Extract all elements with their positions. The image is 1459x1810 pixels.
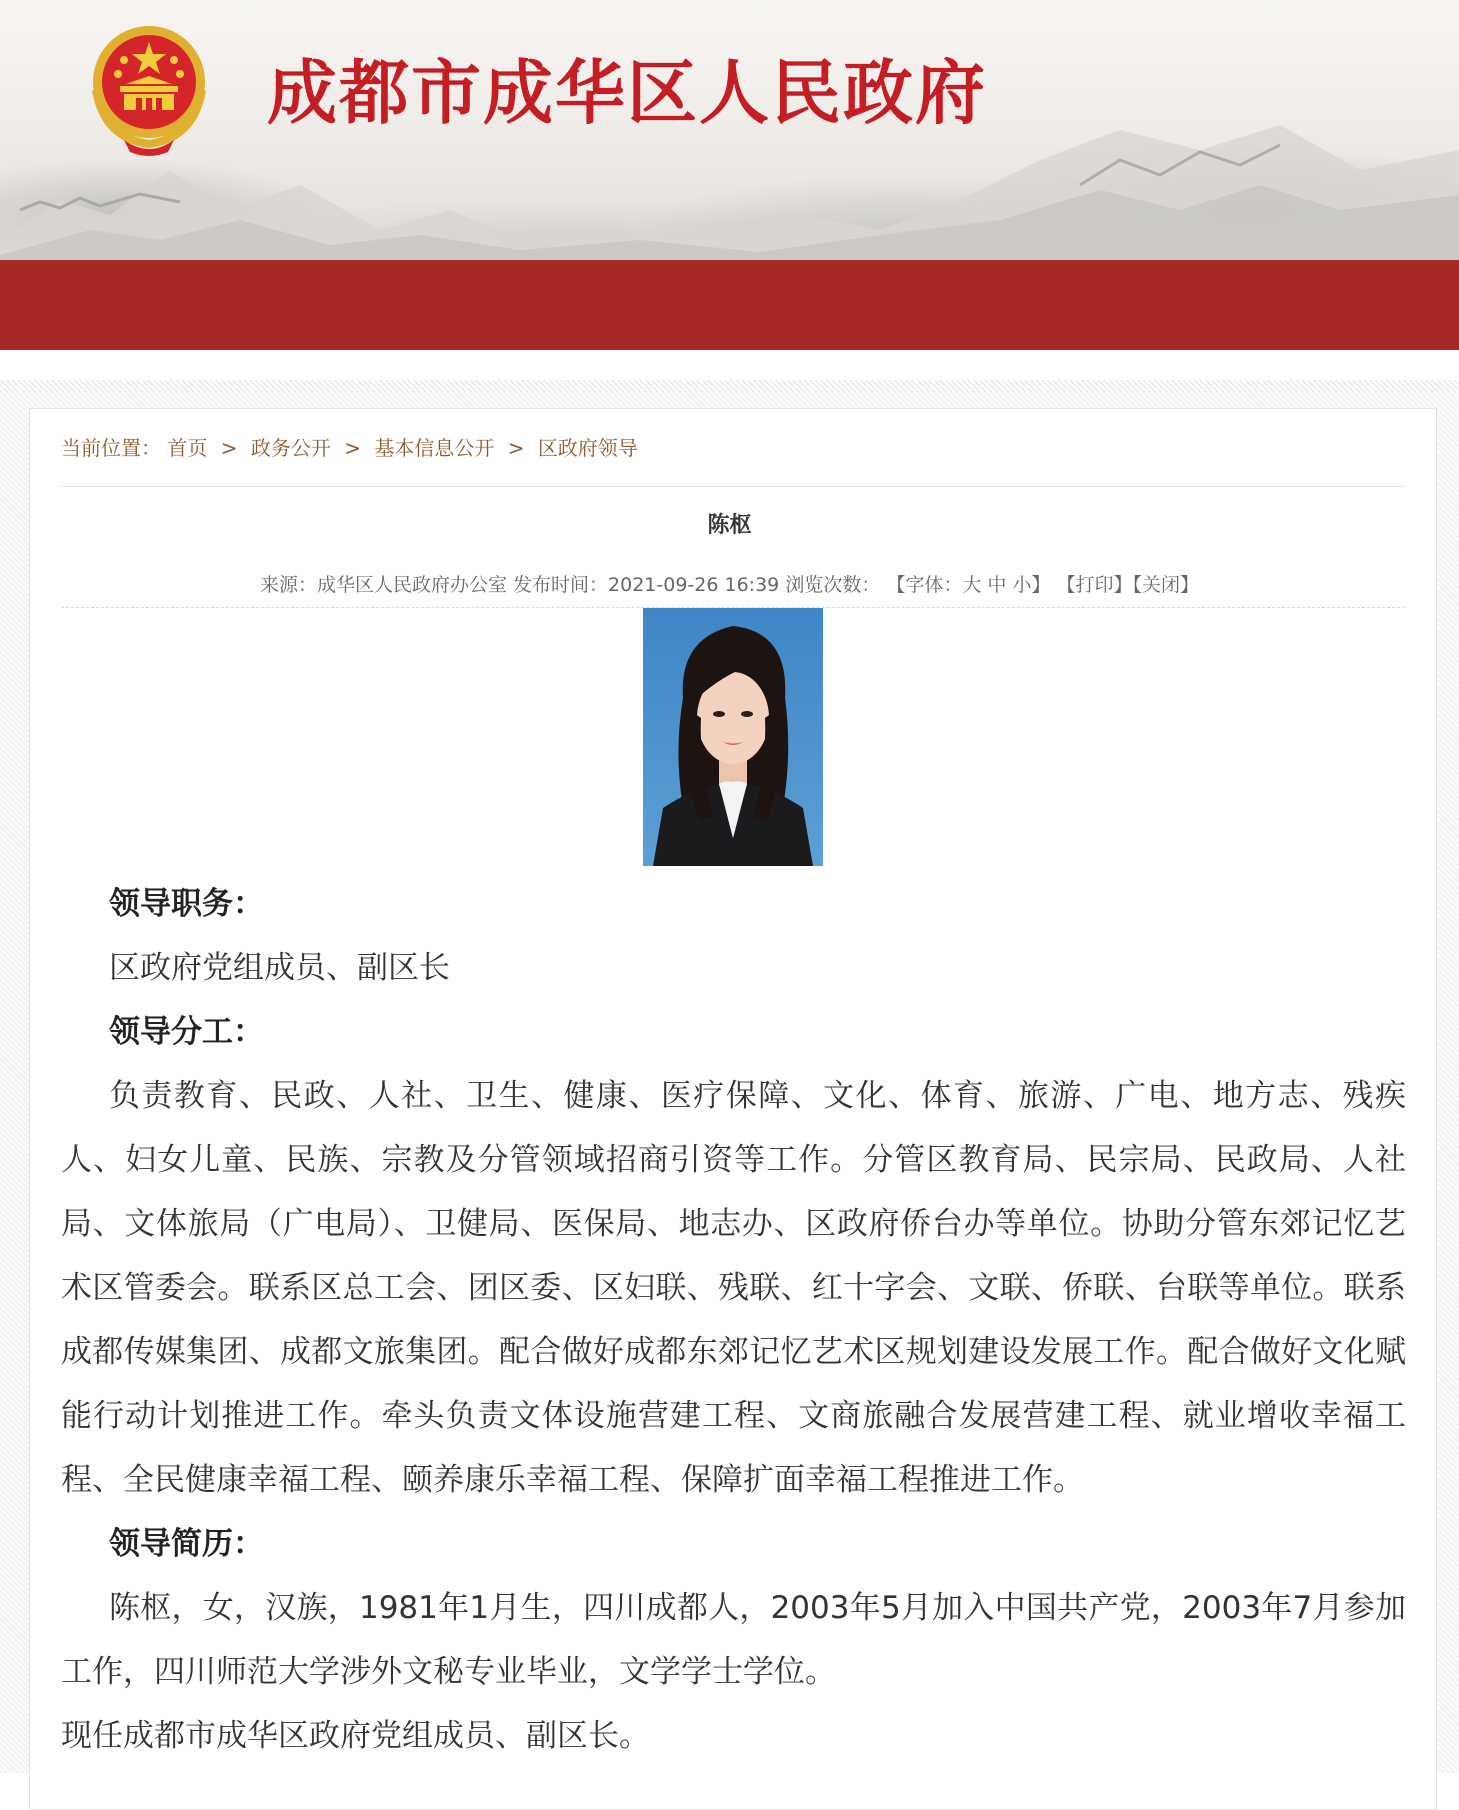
- breadcrumb-leaders-link[interactable]: 区政府领导: [537, 436, 638, 460]
- header-banner: [0, 0, 1459, 260]
- article-body: [61, 872, 1406, 1768]
- position-heading: 领导职务：: [109, 886, 264, 922]
- main-navbar: [0, 260, 1459, 350]
- duties-text: 负责教育、民政、人社、卫生、健康、医疗保障、文化、体育、旅游、广电、地方志、残疾人、妇女儿童、民族、宗教及分管领域招商引资等工作。分管区教育局、民宗局、民政局、人社局、文体旅局（广电局）、卫健局、医保局、地志办、区政府侨台办等单位。协助分管东郊记忆艺术区管委会。联系区总工会、团区委、区妇联、残联、红十字会、文联、侨联、台联等单位。联系成都传媒集团、成都文旅集团。配合做好成都东郊记忆艺术区规划建设发展工作。配合做好文化赋能行动计划推进工作。牵头负责文体设施营建工程、文商旅融合发展营建工程、就业增收幸福工程、全民健康幸福工程、颐养康乐幸福工程、保障扩面幸福工程推进工作。: [61, 1078, 1406, 1498]
- source-value: 成华区人民政府办公室: [316, 574, 507, 596]
- divider-strip: [0, 380, 1459, 392]
- close-button[interactable]: 【关闭】: [1132, 574, 1200, 596]
- breadcrumb: [61, 435, 638, 461]
- breadcrumb-separator: >: [507, 436, 525, 460]
- breadcrumb-separator: >: [220, 436, 238, 460]
- article-meta: [0, 572, 1459, 598]
- position-text: 区政府党组成员、副区长: [109, 950, 450, 986]
- breadcrumb-prefix: 当前位置：: [61, 436, 161, 460]
- breadcrumb-basic-info-link[interactable]: 基本信息公开: [374, 436, 495, 460]
- article-title: 陈枢: [707, 513, 752, 538]
- resume-heading: 领导简历：: [109, 1526, 264, 1562]
- breadcrumb-gov-affairs-link[interactable]: 政务公开: [250, 436, 331, 460]
- published-label: 发布时间：: [513, 574, 609, 596]
- published-value: 2021-09-26 16:39: [608, 574, 780, 596]
- views-label: 浏览次数：: [785, 574, 881, 596]
- breadcrumb-separator: >: [344, 436, 361, 460]
- portrait-image: [643, 608, 823, 866]
- source-label: 来源：: [259, 574, 317, 596]
- current-position-text: 现任成都市成华区政府党组成员、副区长。: [61, 1718, 650, 1754]
- breadcrumb-home-link[interactable]: 首页: [167, 436, 208, 460]
- resume-text: 陈枢，女，汉族，1981年1月生，四川成都人，2003年5月加入中国共产党，2003年7月参加工作，四川师范大学涉外文秘专业毕业，文学学士学位。: [61, 1590, 1406, 1690]
- site-title: 成都市成华区人民政府: [267, 51, 987, 134]
- nav-gap: [0, 350, 1459, 380]
- print-button[interactable]: 【打印】: [1056, 574, 1133, 596]
- breadcrumb-divider: [61, 486, 1405, 487]
- national-emblem-icon: [84, 20, 214, 160]
- duties-heading: 领导分工：: [109, 1014, 264, 1050]
- leader-portrait: [643, 608, 823, 866]
- font-size-tool[interactable]: 【字体：大 中 小】: [886, 574, 1051, 596]
